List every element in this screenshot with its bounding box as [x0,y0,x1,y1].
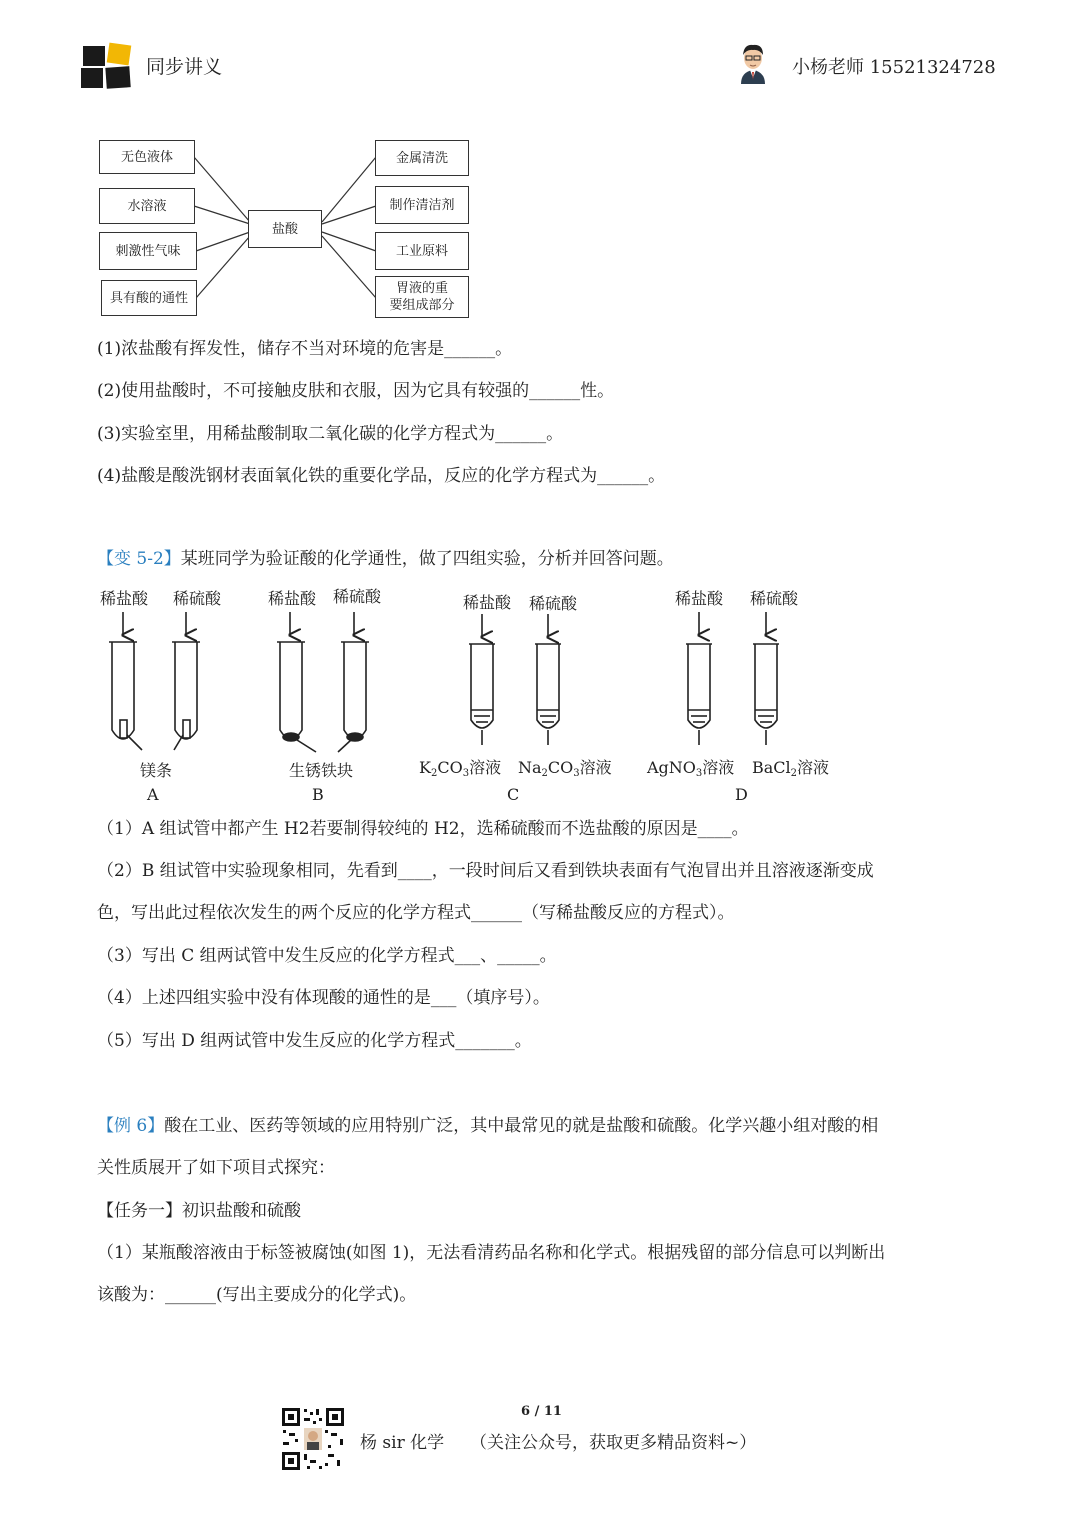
example-text: 酸在工业、医药等领域的应用特别广泛，其中最常见的就是盐酸和硫酸。化学兴趣小组对酸的相 [164,1116,879,1136]
acid-label: 稀盐酸 [675,589,724,608]
substance-label: BaCl$_2$溶液 [752,758,830,779]
map-right-item: 金属清洗 [375,140,469,176]
variant-intro [97,548,674,570]
substance-label: $K_2CO_3$溶液 [419,758,502,779]
acid-label: 稀硫酸 [529,594,578,613]
question: 色，写出此过程依次发生的两个反应的化学方程式______（写稀盐酸反应的方程式）。 [97,903,735,923]
map-right-item [375,276,469,318]
substance-label: AgNO$_3$溶液 [647,758,735,779]
group-letter: A [147,785,159,804]
acid-label: 稀硫酸 [333,587,382,606]
example-intro [97,1115,878,1137]
acid-label: 稀盐酸 [268,589,317,608]
acid-label: 稀硫酸 [750,589,799,608]
qr-code [280,1406,346,1472]
acid-label: 稀硫酸 [173,589,222,608]
example-text: 关性质展开了如下项目式探究： [97,1158,335,1178]
substance-label: $Na_2CO_3$溶液 [518,758,612,779]
map-right-item: 制作清洁剂 [375,186,469,224]
footer-note: （关注公众号，获取更多精品资料~） [470,1433,757,1453]
question: (4)盐酸是酸洗钢材表面氧化铁的重要化学品，反应的化学方程式为______。 [97,466,666,486]
map-center: 盐酸 [248,210,322,248]
concept-map [96,136,476,320]
question: （3）写出 C 组两试管中发生反应的化学方程式___、_____。 [97,946,557,966]
logo [80,42,135,90]
map-right-item-line: 胃液的重 [395,281,448,296]
acid-label: 稀盐酸 [463,593,512,612]
question: (2)使用盐酸时，不可接触皮肤和衣服，因为它具有较强的______性。 [97,381,615,401]
question: （1）某瓶酸溶液由于标签被腐蚀(如图 1)，无法看清药品名称和化学式。根据残留的部分信息可以判断出 [97,1243,886,1263]
acid-label: 稀盐酸 [100,589,149,608]
teacher-contact: 小杨老师 15521324728 [792,57,996,78]
question: （5）写出 D 组两试管中发生反应的化学方程式_______。 [97,1031,532,1051]
question: 该酸为：______(写出主要成分的化学式)。 [97,1285,417,1305]
question: (1)浓盐酸有挥发性，储存不当对环境的危害是______。 [97,339,513,359]
group-letter: C [507,785,520,804]
map-right-item: 工业原料 [375,232,469,270]
question: （4）上述四组实验中没有体现酸的通性的是___（填序号）。 [97,988,550,1008]
group-letter: B [312,785,324,804]
map-left-item: 刺激性气味 [99,232,197,270]
substance-label: 镁条 [140,761,173,780]
group-letter: D [735,785,748,804]
map-left-item: 具有酸的通性 [101,280,197,316]
question: (3)实验室里，用稀盐酸制取二氧化碳的化学方程式为______。 [97,424,564,444]
variant-intro-text: 某班同学为验证酸的化学通性，做了四组实验，分析并回答问题。 [180,549,674,569]
map-right-item-line: 要组成部分 [389,298,455,313]
substance-label: 生锈铁块 [289,761,354,780]
avatar [735,40,771,84]
question: （2）B 组试管中实验现象相同，先看到____，一段时间后又看到铁块表面有气泡冒出并且溶液逐渐变成 [97,861,874,881]
header-title: 同步讲义 [146,56,223,78]
experiment-figure [90,580,850,810]
page-number: 6 / 11 [521,1404,562,1419]
variant-tag: 【变 5-2】 [97,549,181,569]
task-heading: 【任务一】初识盐酸和硫酸 [97,1201,301,1221]
footer-brand: 杨 sir 化学 [360,1433,445,1453]
map-left-item: 无色液体 [99,140,195,174]
question: （1）A 组试管中都产生 H2若要制得较纯的 H2，选稀硫酸而不选盐酸的原因是____。 [97,819,749,839]
map-left-item: 水溶液 [99,188,195,224]
example-tag: 【例 6】 [97,1116,165,1136]
